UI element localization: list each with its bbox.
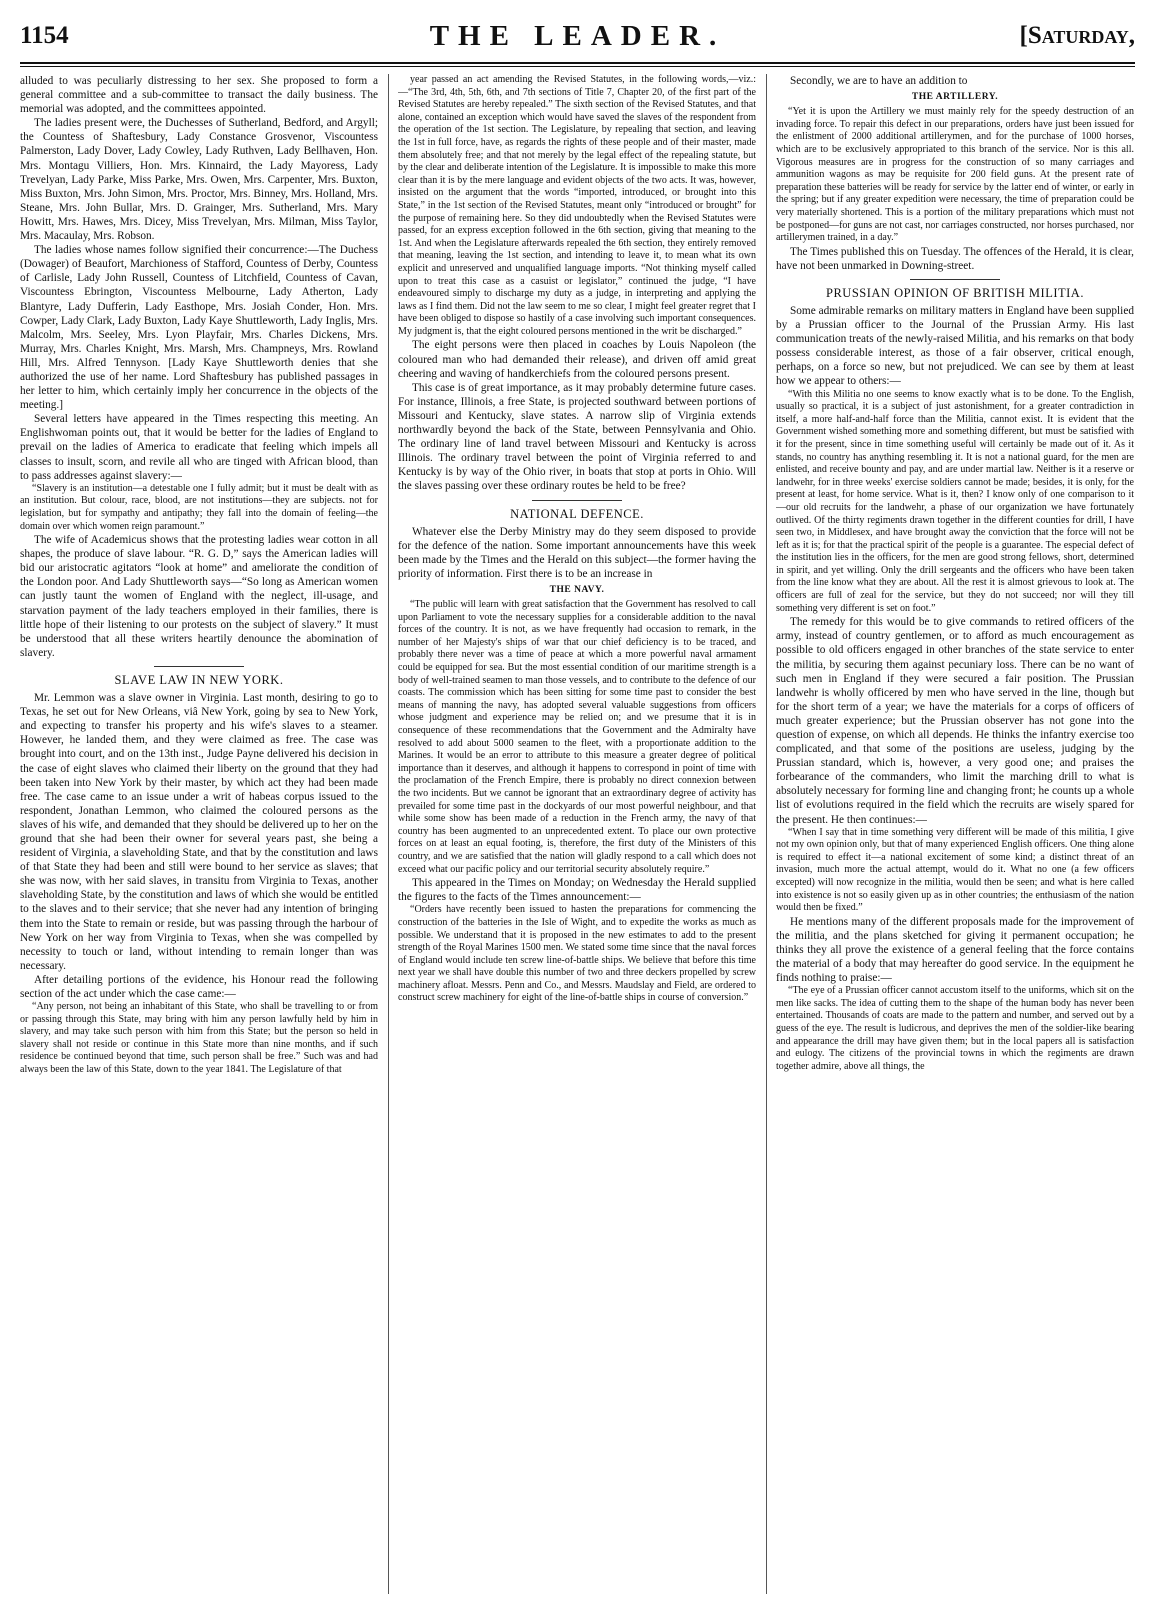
paragraph: Secondly, we are to have an addition to [790,75,968,87]
page-number: 1154 [20,22,69,49]
quotation: “The public will learn with great satisfaction that the Government has resolved to call upon Parliament to vote the necessary supplies for a considerable addition to the naval forces of the country. It is not, as we have frequently had occasion to remark, in the number of her Majesty's ships of war that our chief deficiency is to be traced, and probably there never was a time of peace at which a more powerful naval armament could be equipped for sea. But the most essential condition of our maritime strength is a body of well-trained seamen to man those vessels, and to contribute to the defence of our coasts. The commission which has been sitting for some time past to consider the best means of manning the navy, has adopted several valuable suggestions from officers whose judgment and experience may be relied on; and we presume that it is in consequence of these recommendations that the Government and the Admiralty have resolved to add about 5000 seamen to the fleet, with a proportionate addition to the Marines. It would be an error to attribute to this measure a greater degree of political importance than it deserves, and although it happens to correspond in point of time with the proclamation of the French Empire, there is probably no direct connexion between the two incidents. But we cannot be ignorant that an extraordinary degree of activity has prevailed for some time past in the dockyards of our most powerful neighbour, and that while some show has been made of a reduction in the French army, the navy of that country has been augmented to an unprecedented extent. To place our own protective forces on at least an equal footing, is, therefore, the first duty of the Ministers of this country, and we are satisfied that the nation will gladly respond to a call which does not exceed what our pacific policy and our territorial security absolutely require.” [398,599,756,875]
quotation: year passed an act amending the Revised Statutes, in the following words,—viz.:—“The 3rd, 4th, 5th, 6th, and 7th sections of Title 7, Chapter 20, of the first part of the Revised Statutes are hereby repealed.” The sixth section of the Revised Statutes, and that alone, contained an exception which would have saved the slaves of the respondent from the operation of the 1st section. The Legislature, by repealing that section, and leaving the 1st in full force, have, as regards the rights of these people and of their master, made them absolutely free; and that not merely by the legal effect of the repealing statute, but by the clear and deliberate intention of the Legislature. It is impossible to make this more clear than it is by the mere language and evident objects of the two acts. It was, however, insisted on the argument that the words “imported, introduced, or brought into this State,” in the 1st section of the Revised Statutes, meant only “introduced or brought” for the purpose of remaining here. So they did undoubtedly when the Revised Statutes were passed, for an express exception followed in the 6th section, giving that meaning to the 1st. And when the Legislature afterwards repealed the 6th section, they entirely removed that meaning, leaving the 1st section, and intending to leave it, to mean what its own explicit and unreserved and unqualified language imports. “Not thinking myself called upon to treat this case as a casuist or legislator,” continued the judge, “I have endeavoured simply to discharge my duty as a judge, in interpreting and applying the laws as I find them. Did not the law seem to me so clear, I might feel greater regret that I have been obliged to dispose so hastily of a case involving such important consequences. My judgment is, that the eight coloured persons mentioned in the writ be discharged.” [398,74,756,337]
masthead [20,22,1135,62]
column-1 [20,74,378,1594]
header-rule [20,62,1135,64]
quotation: “Orders have recently been issued to hasten the preparations for commencing the construction of the batteries in the Isle of Wight, and to expedite the works as much as possible. We understand that it is proposed in the new estimates to add to the present strength of the Royal Marines 1500 men. We stated some time since that the naval forces of England would include ten screw line-of-battle ships. We believe that before this time next year we shall have double this number of two and three deckers propelled by screw machinery afloat. Messrs. Penn and Co., and Messrs. Maudslay and Field, are ordered to construct screw machinery for eight of the line-of-battle ships in course of conversion.” [398,904,756,1004]
section-heading: NATIONAL DEFENCE. [510,506,644,521]
paragraph: Whatever else the Derby Ministry may do they seem disposed to provide for the defence of the nation. Some important announcements have this week been made by the Times and the Herald on this subject—the former having the priority of information. First there is to be an increase in [398,525,756,580]
quotation: “The eye of a Prussian officer cannot accustom itself to the uniforms, which sit on the men like sacks. The idea of cutting them to the shape of the human body has never been entertained. Thousands of coats are made to the pattern and number, and served out by a guess of the eye. The result is ludicrous, and deprives the men of the soldier-like bearing and appearance the drill may have given them; but in the local papers all is satisfaction and eulogy. The citizens of the provincial towns in which the regiments are drawn together admire, above all things, the [776,985,1134,1072]
quotation: “With this Militia no one seems to know exactly what is to be done. To the English, usually so practical, it is a subject of just astonishment, for a greater contradiction in itself, a more half-and-half force than the Militia, cannot exist. It is evident that the Government wished something more and something different, but must be satisfied with it for the present, since in time something useful will certainly be made out of it. As it stands, no country has anything resembling it. It is not a national guard, for the men are enlisted, and receive bounty and pay, and are under martial law. Neither is it a reserve or landwehr, for in three weeks' exercise soldiers cannot be made; besides, it is only, for the present at least, for home service. What is it, then? I know only of one comparison to it—our old recruits for the landwehr, a phase of our organization we have fortunately outlived. Of the thirty regiments drawn together in the different counties for drill, I have seen two, in Middlesex, and have brought away the conviction that the force will not be left as it is; for that the practical spirit of the people is a guarantee. The especial defect of the institution lies in the officers, for the men are good strong fellows, short, determined in spirit, and yet willing. Only the drill sergeants and the officers who have been taken from the line know what they are about. All the rest it is almost grievous to look at. The officers are full of zeal for the service, but they do not succeed; nor will they till something very different is set on foot.” [776,388,1134,614]
paragraph: alluded to was peculiarly distressing to her sex. She proposed to form a general committee and a sub-committee to transact the daily business. The memorial was adopted, and the committees appointed. [20,75,378,116]
section-heading: PRUSSIAN OPINION OF BRITISH MILITIA. [826,285,1084,300]
paragraph: Some admirable remarks on military matters in England have been supplied by a Prussian officer to the Journal of the Prussian Army. His last communication treats of the newly-raised Militia, and his remarks on that body possess considerable interest, as those of a fair observer, critical enough, perhaps, on a force so new, but not prejudiced. We can see by them at least how we appear to others:— [776,305,1134,388]
paragraph: Several letters have appeared in the Times respecting this meeting. An Englishwoman points out, that it would be better for the ladies of England to prevail on the ladies of America to eradicate that feeling which impels all classes to insult, scorn, and revile all who are tinged with African blood, than to pass addresses against slavery:— [20,413,378,482]
paragraph: The remedy for this would be to give commands to retired officers of the army, instead of country gentlemen, or to afford as much encouragement as possible to old officers engaged in other branches of the state service to enter the militia, by securing them against pecuniary loss. There can be no want of such men in England if they were secured a fair position. The Prussian landwehr is wholly officered by men who have served in the line, though but for the short term of a year; we have the materials for a corps of officers of much greater experience; but the Prussian observer has not gone into the question of expense, on which all depends. He thinks the infantry exercise too complicated, and that some of the positions are useless, judging by the Prussian standard, which is, however, a very good one; and praises the forbearance of the commanders, who limit the marching drill to what is absolutely necessary for forming line and changing front; he counts up a whole list of evolutions required in the field which the recruits are wisely spared for the present. He then continues:— [776,616,1134,826]
paragraph: The ladies present were, the Duchesses of Sutherland, Bedford, and Argyll; the Countess of Shaftesbury, Lady Constance Grosvenor, Viscountess Palmerston, Lady Dover, Lady Cowley, Lady Ruthven, Lady Bellhaven, Hon. Mrs. Montagu Villiers, Hon. Mrs. Kinnaird, the Lady Mayoress, Lady Trevelyan, Lady Parke, Miss Parke, Mrs. Owen, Mrs. Carpenter, Mrs. Buxton, Miss Buxton, Mrs. John Simon, Mrs. Proctor, Mrs. Binney, Mrs. Holland, Mrs. Steane, Mrs. John Bullar, Mrs. D. Grainger, Mrs. Sutherland, Mrs. Mary Howitt, Mrs. Hawes, Mrs. Dicey, Miss Trevelyan, Mrs. Milman, Miss Taylor, Mrs. Macaulay, Mrs. Robson. [20,117,378,243]
column-3 [776,74,1134,1594]
paragraph: The wife of Academicus shows that the protesting ladies wear cotton in all shapes, the produce of slave labour. “R. G. D,” says the American ladies will bid our aristocratic agitators “look at home” and ameliorate the condition of the London poor. And Lady Shuttleworth says—“So long as American women can justly taunt the women of England with the neglect, ill-usage, and starvation payment of the lady teachers employed in their families, there is little hope of their listening to our protests on the subject of slavery.” It must be understood that all these writers heartily denounce the abomination of slavery. [20,534,378,659]
column-divider [766,74,767,1594]
paragraph: This appeared in the Times on Monday; on Wednesday the Herald supplied the figures to the facts of the Times announcement:— [398,877,756,904]
paragraph: The Times published this on Tuesday. The offences of the Herald, it is clear, have not been unmarked in Downing-street. [776,245,1134,272]
quotation: “Any person, not being an inhabitant of this State, who shall be travelling to or from or passing through this State, may bring with him any person lawfully held by him in slavery, and may take such person with him from this State; but the person so held in slavery shall not reside or continue in this State more than nine months, and if such residence be continued beyond that time, such person shall be free.” Such was and had always been the law of this State, down to the year 1841. The Legislature of that [20,1001,378,1076]
header-rule-thin [20,66,1135,67]
section-rule [910,279,1000,280]
quotation: “Yet it is upon the Artillery we must mainly rely for the speedy destruction of an invading force. To repair this defect in our preparations, orders have just been issued for the enlistment of 2000 additional artillerymen, and for the purchase of 1000 horses, which are to be exclusively appropriated to this branch of the service. Nor is this all. Vigorous measures are in progress for the construction of so many carriages and ammunition wagons as may be requisite for 200 field guns. At the present rate of preparation these batteries will be ready for service by the latter end of winter, or early in the spring; but if any greater expedition were necessary, the time of preparation could be very materially shortened. This is a portion of the military preparations which must not be postponed—for guns are not cast, nor carriages constructed, nor horses purchased, nor artillerymen trained, in a day.” [776,106,1134,244]
sub-heading: THE ARTILLERY. [911,92,999,103]
page-title: THE LEADER. [429,20,726,52]
section-rule [532,500,622,501]
quotation: “When I say that in time something very different will be made of this militia, I give not my own opinion only, but that of many experienced English officers. One thing alone is required to effect it—a national excitement of some kind; a distinct threat of an invasion, much more the actual attempt, would do it. What no one (a few officers excepted) will now recognize in the militia, would then be seen; and what is here called into existence is not so easily given up as in other countries; the enthusiasm of the nation would then be fixed.” [776,826,1134,914]
paragraph: This case is of great importance, as it may probably determine future cases. For instance, Illinois, a free State, is projected southward between portions of Missouri and Kentucky, slave states. A narrow slip of Virginia extends northwardly beyond the back of the State, between Pennsylvania and Ohio. The ordinary line of land travel between Missouri and Kentucky is across Illinois. The ordinary travel between the point of Virginia referred to and Kentucky is by way of the Ohio river, in boats that stop at ports in Ohio. Will the slaves passing over these ordinary routes be held to be free? [398,381,756,493]
column-2 [398,74,756,1594]
paragraph: The eight persons were then placed in coaches by Louis Napoleon (the coloured man who had demanded their release), and driven off amid great cheering and waving of handkerchiefs from the coloured persons present. [398,339,756,380]
section-rule [154,666,244,667]
quotation: “Slavery is an institution—a detestable one I fully admit; but it must be dealt with as an institution. But colour, race, blood, are not institutions—they are subjects. not for legislation, but for sympathy and antipathy; they fall into the domain of feeling—the domain over which women reign paramount.” [20,482,378,532]
page-date: [Saturday, [1019,22,1135,49]
paragraph: He mentions many of the different proposals made for the improvement of the militia, and the plans sketched for giving it permanent occupation; he thinks they all prove the existence of a general feeling that the force contains the material of a body that may hereafter do good service. In the equipment he finds nothing to praise:— [776,915,1134,985]
paragraph: Mr. Lemmon was a slave owner in Virginia. Last month, desiring to go to Texas, he set out for New Orleans, viâ New York, going by sea to New York, and expecting to transfer his property and his wife's slaves to a steamer. However, he landed them, and they were claimed as free. The case was brought into court, and on the 13th inst., Judge Payne delivered his decision in the case of eight slaves who claimed their liberty on the ground that they had been taken into New York by their master, by which act they had been made free. The case came to an issue under a writ of habeas corpus issued to the respondent, Jonathan Lemmon, who claimed the coloured persons as the slaves of his wife, and demanded that they should be delivered up to her on the ground that she had been their owner for several years past, she being a resident of Virginia, a slaveholding State, and that by the constitution and laws of that State they had been and still were bound to her service as slaves; that she was now, with her said slaves, in transitu from Virginia to Texas, another slaveholding State, by the constitution and laws of which she would be entitled to the slaves and to their service; that she never had any intention of bringing them into the State to remain or reside, but was passing through the harbour of New York on her way from Virginia to Texas, when she was compelled by necessity to touch or land, without intending to remain longer than was necessary. [20,692,378,972]
section-heading: SLAVE LAW IN NEW YORK. [114,672,284,687]
paragraph: The ladies whose names follow signified their concurrence:—The Duchess (Dowager) of Beaufort, Marchioness of Stafford, Countess of Derby, Countess of Carlisle, Lady John Russell, Countess of Litchfield, Countess of Cavan, Viscountess Ebrington, Viscountess Melbourne, Lady Atherton, Lady Blantyre, Lady Dufferin, Lady Easthope, Mrs. Josiah Conder, Hon. Mrs. Cowper, Lady Clark, Lady Buxton, Lady Kaye Shuttleworth, Lady Inglis, Mrs. Malcolm, Mrs. Seeley, Mrs. Lyon Playfair, Mrs. Charles Dickens, Mrs. Murray, Mrs. Charles Knight, Mrs. Marsh, Mrs. Champneys, Mrs. Rowland Hill, Mrs. Alfred Tennyson. [Lady Kaye Shuttleworth denies that she authorized the use of her name. Lord Shaftesbury has published passages in her letter to him, which certainly imply her concurrence in the objects of the meeting.] [20,244,378,412]
column-divider [388,74,389,1594]
paragraph: After detailing portions of the evidence, his Honour read the following section of the act under which the case came:— [20,973,378,1000]
sub-heading: THE NAVY. [549,584,605,595]
